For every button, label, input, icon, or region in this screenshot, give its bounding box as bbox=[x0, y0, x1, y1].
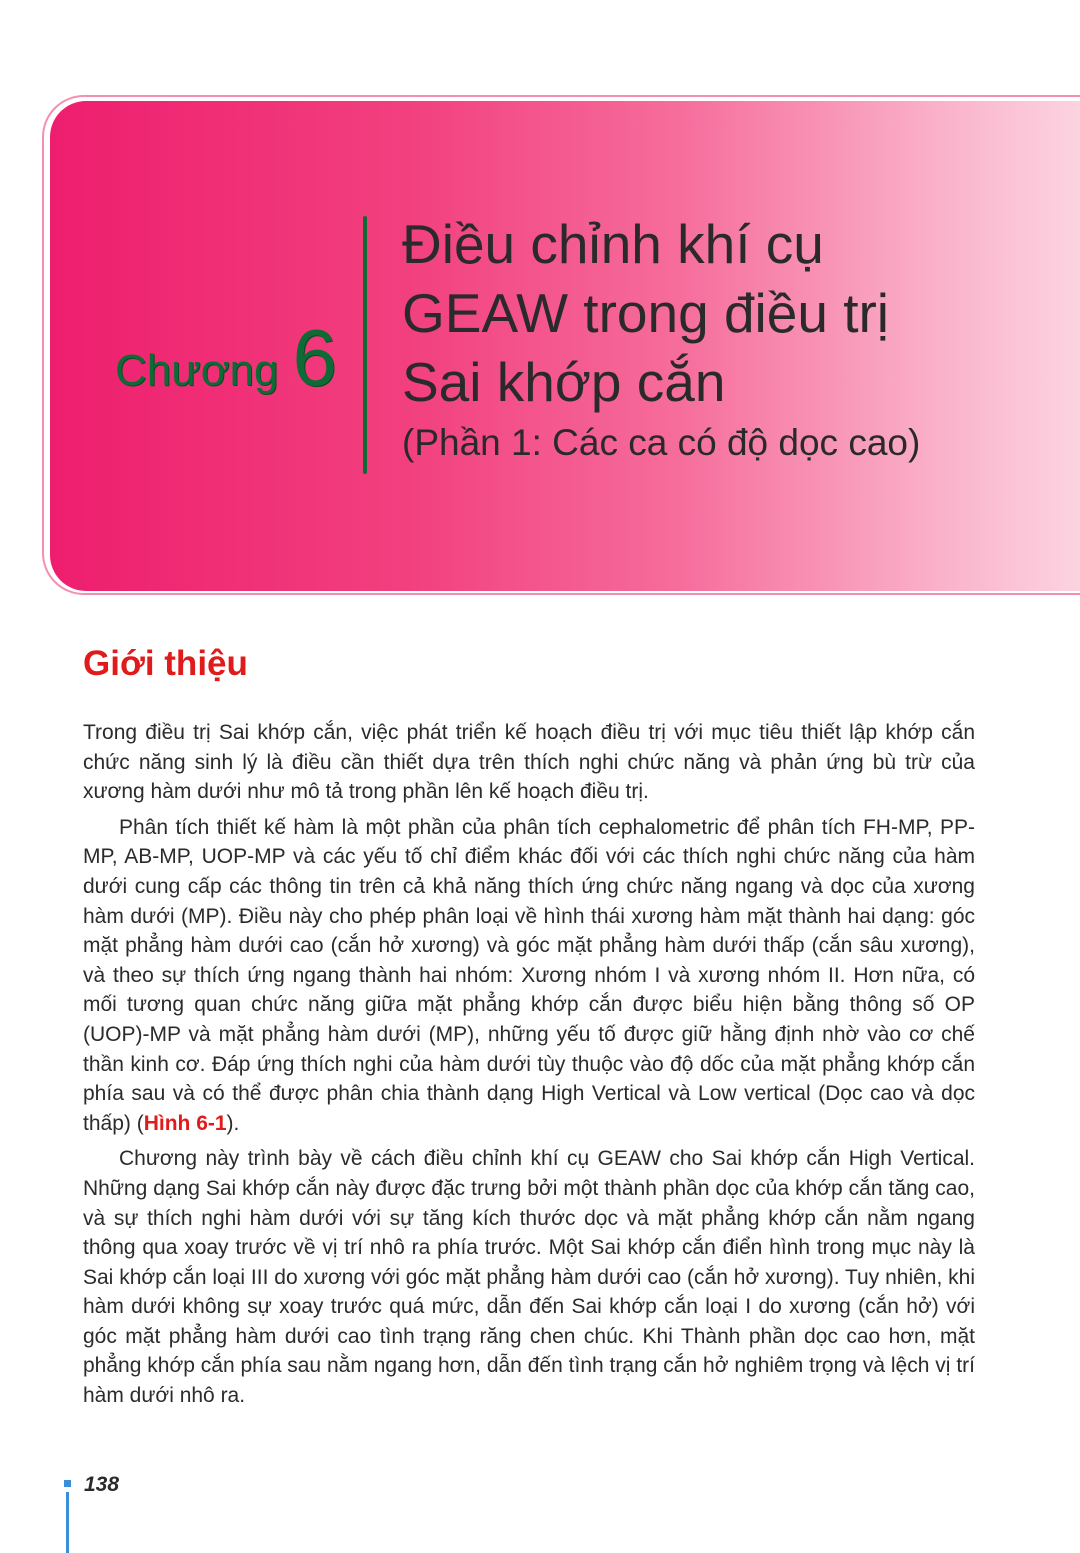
chapter-label bbox=[115, 313, 337, 408]
page-number: 138 bbox=[84, 1473, 120, 1496]
paragraph-2-end: ). bbox=[226, 1111, 240, 1135]
page-marker-square bbox=[64, 1480, 71, 1487]
chapter-subtitle: (Phần 1: Các ca có độ dọc cao) bbox=[402, 422, 921, 463]
paragraph-1: Trong điều trị Sai khớp cắn, việc phát triển kế hoạch điều trị với mục tiêu thiết lập khớp cắn chức năng sinh lý là điều cần thiết dựa trên thích nghi chức năng và phản ứng bù trừ của xương hàm dưới như mô tả trong phần lên kế hoạch điều trị. bbox=[83, 721, 975, 804]
page-margin-rule bbox=[66, 1492, 69, 1553]
chapter-divider bbox=[363, 216, 367, 474]
paragraph-2 bbox=[83, 813, 975, 1139]
figure-reference-link[interactable]: Hình 6-1 bbox=[143, 1111, 227, 1135]
chapter-title-line-1: Điều chỉnh khí cụ bbox=[402, 213, 824, 275]
section-heading: Giới thiệu bbox=[83, 644, 248, 683]
chapter-title-line-3: Sai khớp cắn bbox=[402, 351, 726, 413]
chapter-number: 6 bbox=[292, 313, 337, 402]
chapter-word: Chương bbox=[115, 346, 279, 395]
chapter-title bbox=[402, 210, 1052, 417]
chapter-title-line-2: GEAW trong điều trị bbox=[402, 282, 890, 344]
paragraph-3: Chương này trình bày về cách điều chỉnh khí cụ GEAW cho Sai khớp cắn High Vertical. Những dạng Sai khớp cắn này được đặc trưng bởi một thành phần dọc của khớp cắn tăng cao, và sự thích nghi hàm dưới với sự tăng kích thước dọc và mặt phẳng khớp cắn nằm ngang thông qua xoay trước về vị trí nhô ra phía trước. Một Sai khớp cắn điển hình trong mục này là Sai khớp cắn loại III do xương với góc mặt phẳng hàm dưới cao (cắn hở xương). Tuy nhiên, khi hàm dưới không sự xoay trước quá mức, dẫn đến Sai khớp cắn loại I do xương (cắn hở) với góc mặt phẳng hàm dưới cao tình trạng răng chen chúc. Khi Thành phần dọc cao hơn, mặt phẳng khớp cắn phía sau nằm ngang hơn, dẫn đến tình trạng cắn hở nghiêm trọng và lệch vị trí hàm dưới nhô ra. bbox=[83, 1147, 975, 1408]
paragraph-2-main: Phân tích thiết kế hàm là một phần của phân tích cephalometric để phân tích FH-MP, PP-MP, AB-MP, UOP-MP và các yếu tố chỉ điểm khác đối với các thích nghi chức năng của hàm dưới cung cấp các thông tin trên cả khả năng thích ứng chức năng ngang và dọc của xương hàm dưới (MP). Điều này cho phép phân loại về hình thái xương hàm mặt thành hai dạng: góc mặt phẳng hàm dưới cao (cắn hở xương) và góc mặt phẳng hàm dưới thấp (cắn sâu xương), và theo sự thích ứng ngang thành hai nhóm: Xương nhóm I và xương nhóm II. Hơn nữa, có mối tương quan chức năng giữa mặt phẳng khớp cắn được biểu hiện bằng thông số OP (UOP)-MP và mặt phẳng hàm dưới (MP), những yếu tố được giữ hằng định nhờ vào cơ chế thần kinh cơ. Đáp ứng thích nghi của hàm dưới tùy thuộc vào độ dốc của mặt phẳng khớp cắn phía sau và có thể được phân chia thành dạng High Vertical và Low vertical (Dọc cao và dọc thấp) ( bbox=[83, 815, 975, 1135]
body-text bbox=[83, 718, 975, 1417]
